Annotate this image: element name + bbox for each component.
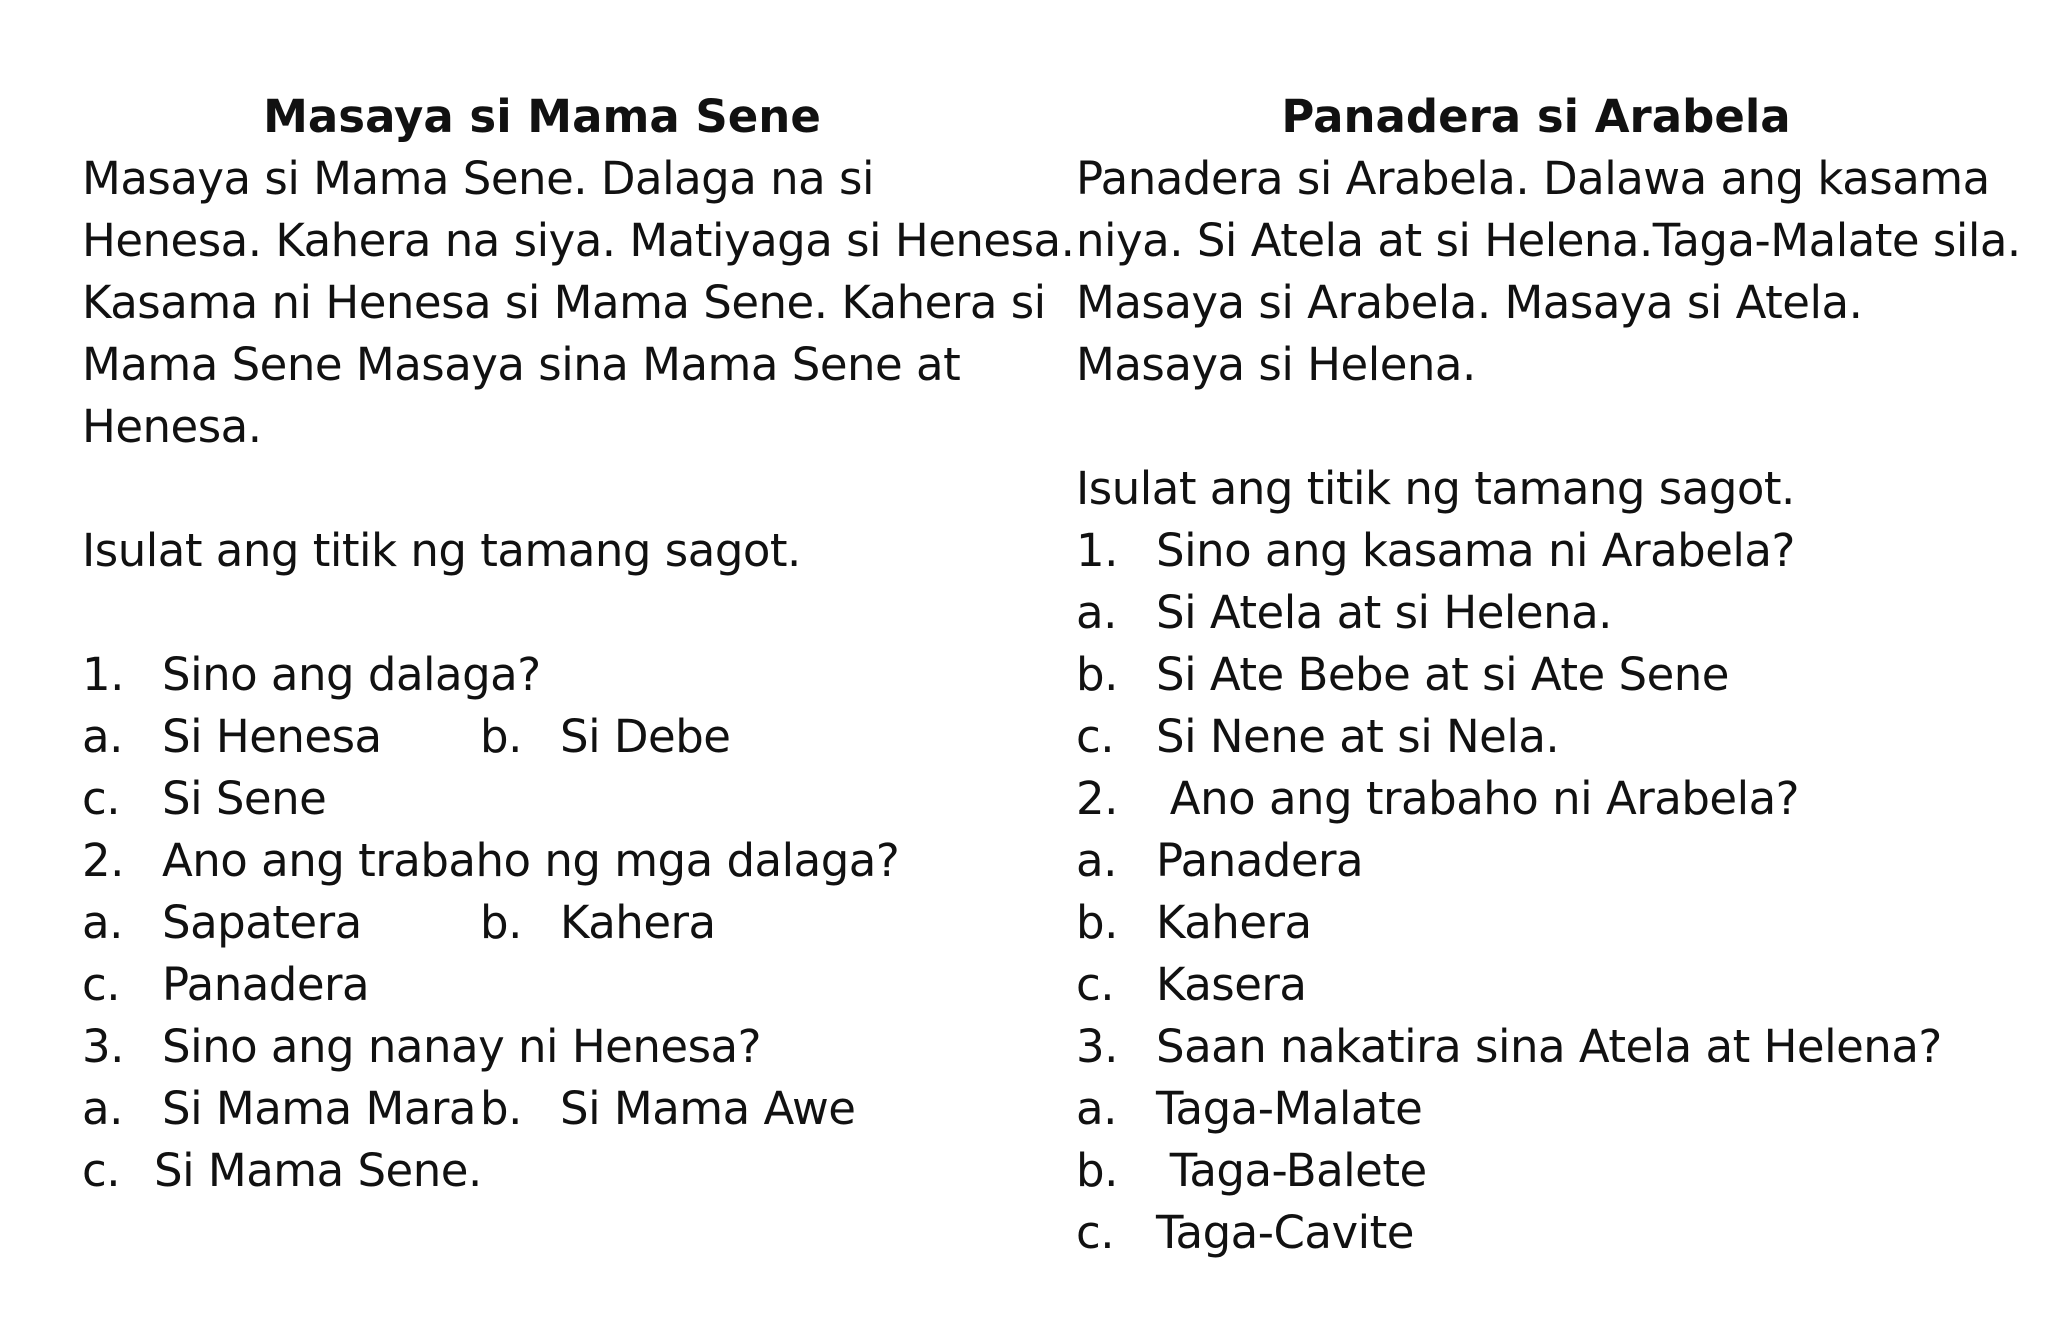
- item-text: Ano ang trabaho ni Arabela?: [1156, 772, 1800, 825]
- item-marker: c.: [1076, 1206, 1115, 1259]
- item-marker: c.: [82, 1144, 121, 1197]
- item-text: Ano ang trabaho ng mga dalaga?: [162, 834, 900, 887]
- item-text: Si Atela at si Helena.: [1156, 586, 1612, 639]
- item-marker: b.: [480, 710, 522, 763]
- question-item: [1076, 1016, 2036, 1078]
- question-item: [1076, 520, 2036, 582]
- item-marker: c.: [1076, 958, 1115, 1011]
- item-text: Si Mama Sene.: [154, 1144, 482, 1197]
- item-marker: 3.: [82, 1020, 124, 1073]
- passage-line: Masaya si Helena.: [1076, 338, 1476, 391]
- right-story-column: [1076, 86, 2036, 1264]
- question-item: [82, 1016, 1042, 1078]
- item-text: Panadera: [1156, 834, 1364, 887]
- spacer: [82, 582, 1042, 644]
- item-marker: b.: [480, 896, 522, 949]
- item-marker: 3.: [1076, 1020, 1118, 1073]
- item-marker: c.: [82, 772, 121, 825]
- item-text: Kahera: [560, 896, 716, 949]
- choice-row: [1076, 644, 2036, 706]
- item-marker: a.: [82, 896, 123, 949]
- spacer: [1076, 396, 2036, 458]
- item-marker: 2.: [82, 834, 124, 887]
- choice-row: [82, 1078, 1042, 1140]
- passage-line: Mama Sene Masaya sina Mama Sene at: [82, 338, 961, 391]
- choice-row: [82, 768, 1042, 830]
- choice-row: [82, 892, 1042, 954]
- item-marker: b.: [480, 1082, 522, 1135]
- passage-line: Masaya si Arabela. Masaya si Atela.: [1076, 276, 1863, 329]
- passage-line: Panadera si Arabela. Dalawa ang kasama: [1076, 152, 1990, 205]
- question-item: [1076, 768, 2036, 830]
- spacer: [82, 458, 1042, 520]
- item-marker: 2.: [1076, 772, 1118, 825]
- item-marker: 1.: [1076, 524, 1118, 577]
- item-marker: c.: [1076, 710, 1115, 763]
- item-text: Si Sene: [162, 772, 327, 825]
- item-text: Si Ate Bebe at si Ate Sene: [1156, 648, 1729, 701]
- choice-row: [82, 954, 1042, 1016]
- passage-line: Kasama ni Henesa si Mama Sene. Kahera si: [82, 276, 1046, 329]
- passage-line: Henesa. Kahera na siya. Matiyaga si Henesa.: [82, 214, 1075, 267]
- choice-row: [1076, 830, 2036, 892]
- choice-row: [1076, 582, 2036, 644]
- item-marker: b.: [1076, 896, 1118, 949]
- left-story-column: [82, 86, 1075, 1202]
- choice-row: [1076, 1202, 2036, 1264]
- item-text: Kasera: [1156, 958, 1307, 1011]
- item-text: Si Debe: [560, 710, 731, 763]
- choice-row: [1076, 706, 2036, 768]
- item-marker: a.: [1076, 586, 1117, 639]
- item-text: Taga-Cavite: [1156, 1206, 1414, 1259]
- choice-row: [82, 706, 1042, 768]
- item-marker: a.: [1076, 834, 1117, 887]
- item-text: Sino ang kasama ni Arabela?: [1156, 524, 1795, 577]
- question-item: [82, 644, 1042, 706]
- choice-row: [1076, 954, 2036, 1016]
- passage-line: Henesa.: [82, 400, 262, 453]
- item-text: Taga-Malate: [1156, 1082, 1423, 1135]
- item-text: Sino ang nanay ni Henesa?: [162, 1020, 761, 1073]
- item-marker: a.: [1076, 1082, 1117, 1135]
- choice-row: [1076, 892, 2036, 954]
- item-marker: 1.: [82, 648, 124, 701]
- item-marker: b.: [1076, 648, 1118, 701]
- story-title: Masaya si Mama Sene: [263, 90, 821, 143]
- passage-line: Masaya si Mama Sene. Dalaga na si: [82, 152, 874, 205]
- item-marker: a.: [82, 1082, 123, 1135]
- instruction: Isulat ang titik ng tamang sagot.: [82, 524, 801, 577]
- item-text: Kahera: [1156, 896, 1312, 949]
- item-text: Si Nene at si Nela.: [1156, 710, 1560, 763]
- item-text: Sapatera: [162, 896, 362, 949]
- story-title: Panadera si Arabela: [1281, 90, 1791, 143]
- item-text: Sino ang dalaga?: [162, 648, 541, 701]
- item-text: Taga-Balete: [1156, 1144, 1427, 1197]
- choice-row: [82, 1140, 1042, 1202]
- item-text: Panadera: [162, 958, 370, 1011]
- choice-row: [1076, 1140, 2036, 1202]
- choice-row: [1076, 1078, 2036, 1140]
- question-item: [82, 830, 1042, 892]
- item-marker: b.: [1076, 1144, 1118, 1197]
- item-text: Si Mama Awe: [560, 1082, 856, 1135]
- item-text: Si Mama Mara: [162, 1082, 476, 1135]
- item-marker: c.: [82, 958, 121, 1011]
- item-marker: a.: [82, 710, 123, 763]
- passage-line: niya. Si Atela at si Helena.Taga-Malate sila.: [1076, 214, 2021, 267]
- instruction: Isulat ang titik ng tamang sagot.: [1076, 462, 1795, 515]
- item-text: Si Henesa: [162, 710, 382, 763]
- item-text: Saan nakatira sina Atela at Helena?: [1156, 1020, 1942, 1073]
